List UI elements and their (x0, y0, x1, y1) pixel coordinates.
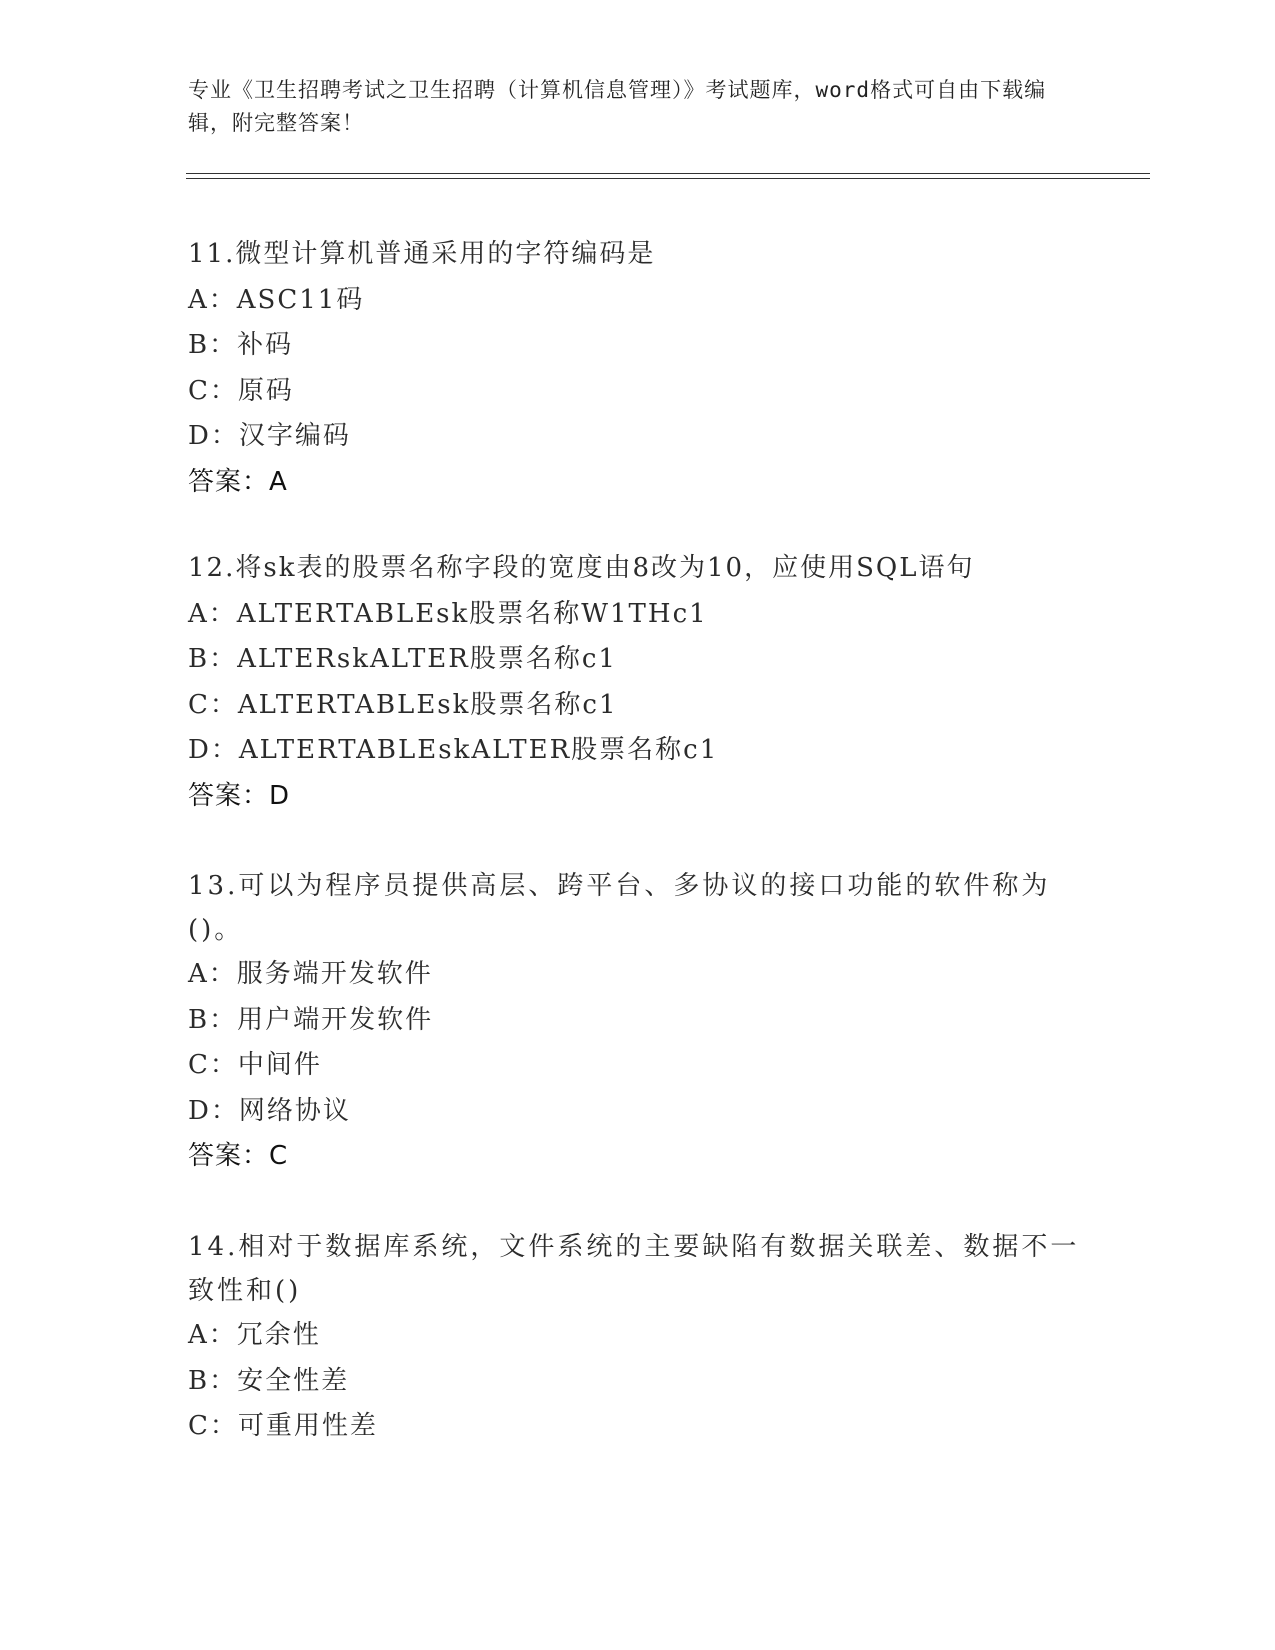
option-a: A：ASC11码 (188, 284, 365, 315)
option-a: A：服务端开发软件 (188, 959, 433, 989)
question-14 (188, 1225, 1088, 1450)
answer: 答案：C (188, 1141, 289, 1171)
option-b: B：安全性差 (188, 1365, 350, 1396)
question-stem: 14.相对于数据库系统，文件系统的主要缺陷有数据关联差、数据不一致性和() (188, 1232, 1080, 1306)
question-11 (188, 232, 1088, 505)
question-12 (188, 546, 1088, 819)
option-d: D：ALTERTABLEskALTER股票名称c1 (188, 735, 719, 765)
option-c: C：ALTERTABLEsk股票名称c1 (188, 689, 618, 720)
option-b: B：补码 (188, 330, 294, 360)
question-stem: 11.微型计算机普通采用的字符编码是 (188, 239, 656, 269)
answer: 答案：D (188, 780, 291, 811)
answer: 答案：A (188, 466, 288, 497)
option-a: A：冗余性 (188, 1320, 321, 1350)
question-stem: 13.可以为程序员提供高层、跨平台、多协议的接口功能的软件称为()。 (188, 871, 1051, 945)
option-a: A：ALTERTABLEsk股票名称W1THc1 (188, 598, 708, 629)
question-stem: 12.将sk表的股票名称字段的宽度由8改为10，应使用SQL语句 (188, 553, 975, 583)
option-c: C：中间件 (188, 1050, 322, 1080)
option-d: D：网络协议 (188, 1095, 351, 1126)
header-divider-top (186, 173, 1150, 174)
document-intro: 专业《卫生招聘考试之卫生招聘（计算机信息管理）》考试题库，word格式可自由下载编辑，附完整答案！ (188, 78, 1047, 135)
option-c: C：原码 (188, 375, 294, 406)
header-divider-bottom (186, 178, 1150, 179)
question-13 (188, 864, 1088, 1180)
option-b: B：ALTERskALTER股票名称c1 (188, 644, 617, 674)
option-b: B：用户端开发软件 (188, 1004, 434, 1035)
option-d: D：汉字编码 (188, 421, 351, 451)
option-c: C：可重用性差 (188, 1411, 378, 1441)
